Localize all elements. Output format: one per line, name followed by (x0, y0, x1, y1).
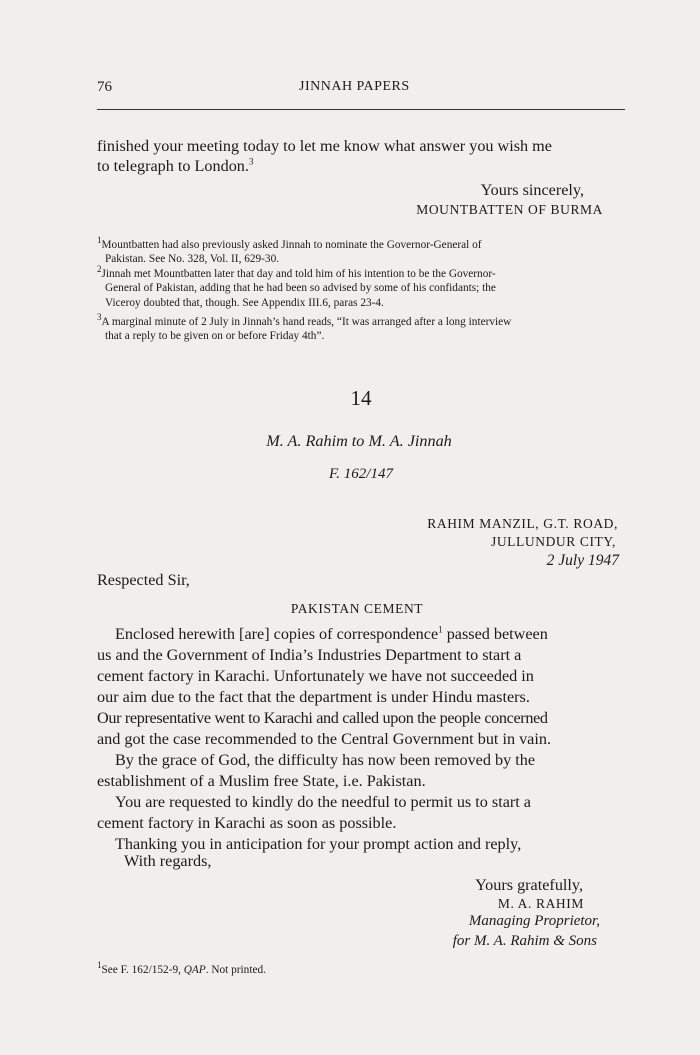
body-line: Enclosed herewith [are] copies of correspondence$^1$ passed between (115, 624, 548, 643)
signatory-firm: for M. A. Rahim & Sons (452, 933, 597, 949)
signature: MOUNTBATTEN OF BURMA (416, 202, 603, 217)
body-line: us and the Government of India’s Industries Department to start a (97, 646, 522, 664)
footnote-ref: 3 (248, 156, 254, 167)
body-line: our aim due to the fact that the department is under Hindu masters. (97, 688, 530, 706)
salutation: Respected Sir, (97, 571, 190, 589)
body-line: You are requested to kindly do the needful to permit us to start a (115, 793, 531, 811)
closing-salutation: Yours sincerely, (480, 181, 584, 199)
body-line: finished your meeting today to let me know what answer you wish me (97, 137, 552, 155)
footnote: $^1$Mountbatten had also previously asked Jinnah to nominate the Governor-General of Pakistan. See No. 328, Vol. II, 629-30. (97, 235, 482, 266)
footnote: $^2$Jinnah met Mountbatten later that day and told him of his intention to be the Governor- General of Pakistan, adding that he had been so advised by some of his confidants; the Viceroy doubted that, though. See Appendix III.6, paras 23-4. (97, 264, 496, 309)
body-line: cement factory in Karachi. Unfortunately we have not succeeded in (97, 667, 534, 685)
signatory-role: Managing Proprietor, (468, 913, 600, 929)
body-line: to telegraph to London.$^3$ (97, 156, 254, 175)
header-rule (97, 109, 625, 110)
file-reference: F. 162/147 (329, 466, 393, 482)
body-line: By the grace of God, the difficulty has now been removed by the (115, 751, 536, 769)
body-line: cement factory in Karachi as soon as possible. (97, 814, 397, 832)
running-title: JINNAH PAPERS (299, 79, 410, 94)
footnote: $^3$A marginal minute of 2 July in Jinnah’s hand reads, “It was arranged after a long interview that a reply to be given on or before Friday 4th”. (97, 312, 512, 343)
body-line: With regards, (124, 852, 212, 870)
document-number: 14 (350, 386, 372, 410)
subject-heading: PAKISTAN CEMENT (290, 601, 424, 616)
body-line: and got the case recommended to the Central Government but in vain. (97, 730, 552, 748)
address-line: JULLUNDUR CITY, (490, 534, 616, 549)
body-line: Thanking you in anticipation for your prompt action and reply, (115, 835, 522, 853)
body-line: establishment of a Muslim free State, i.e. Pakistan. (97, 772, 426, 790)
body-line: Our representative went to Karachi and called upon the people concerned (97, 709, 548, 727)
footnote-ref: 1 (438, 624, 443, 635)
signature: M. A. RAHIM (497, 896, 584, 911)
page-number: 76 (97, 79, 112, 95)
address-line: RAHIM MANZIL, G.T. ROAD, (427, 516, 618, 531)
closing-salutation: Yours gratefully, (475, 876, 583, 894)
footnote: $^1$See F. 162/152-9, QAP. Not printed. (97, 960, 266, 976)
document-title: M. A. Rahim to M. A. Jinnah (266, 432, 452, 450)
letter-date: 2 July 1947 (546, 552, 619, 569)
